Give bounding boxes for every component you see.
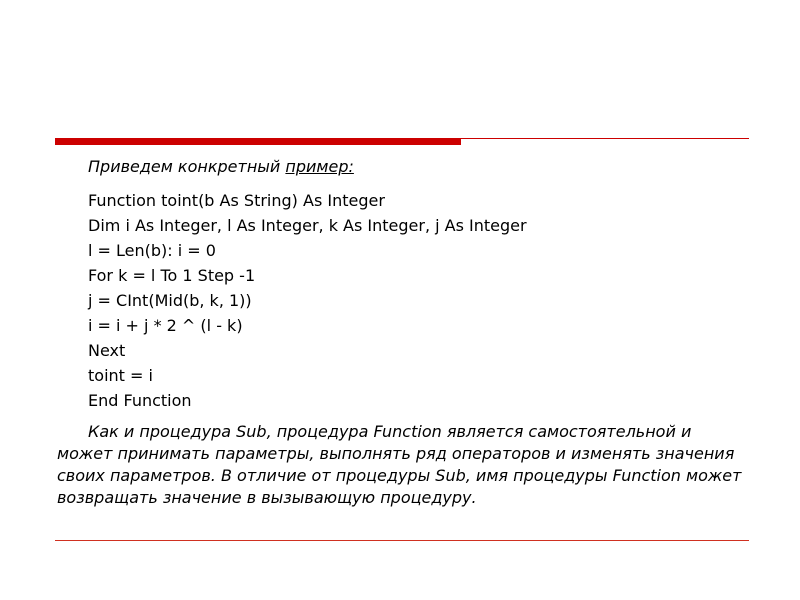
intro-text: Приведем конкретный <box>88 157 286 176</box>
slide-content <box>57 156 747 509</box>
code-line: For k = l To 1 Step -1 <box>88 266 256 285</box>
code-line: Next <box>88 341 126 360</box>
intro-line <box>88 156 747 178</box>
intro-example-word: пример: <box>285 157 354 176</box>
explanation-paragraph: Как и процедура Sub, процедура Function является самостоятельной и может принимать параметры, выполнять ряд операторов и изменять значения своих параметров. В отличие от процедуры Sub, имя процедуры Function может возвращать значение в вызывающую процедуру. <box>57 422 742 507</box>
top-divider-line <box>461 138 749 139</box>
code-line: End Function <box>88 391 192 410</box>
code-line: j = CInt(Mid(b, k, 1)) <box>88 291 252 310</box>
code-line: i = i + j * 2 ^ (l - k) <box>88 316 243 335</box>
code-line: l = Len(b): i = 0 <box>88 241 216 260</box>
code-block <box>57 190 747 415</box>
code-line: Dim i As Integer, l As Integer, k As Integer, j As Integer <box>88 216 527 235</box>
bottom-divider-line <box>55 540 749 541</box>
top-accent-bar <box>55 138 461 145</box>
code-line: toint = i <box>88 366 153 385</box>
code-line: Function toint(b As String) As Integer <box>88 191 385 210</box>
